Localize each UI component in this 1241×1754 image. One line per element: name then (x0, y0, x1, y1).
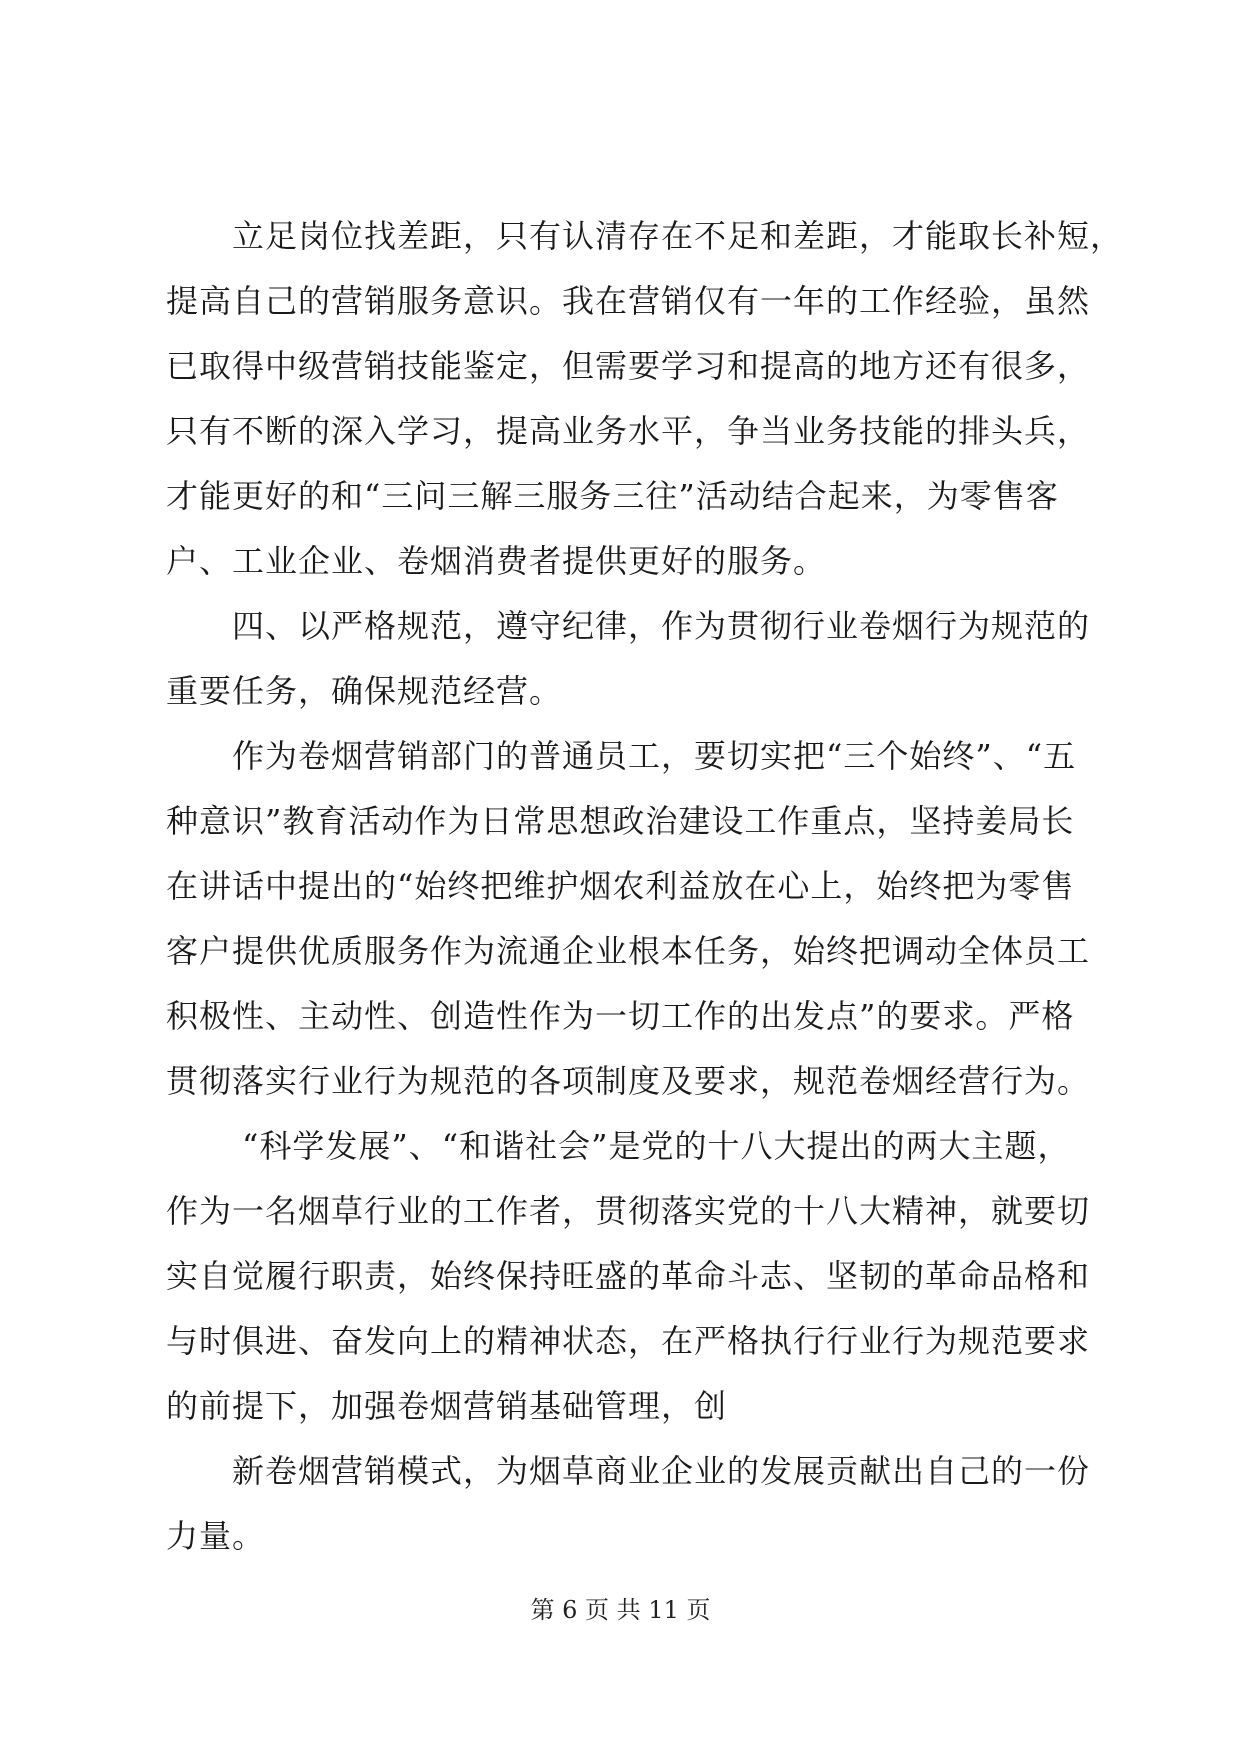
body-line-3: 已取得中级营销技能鉴定，但需要学习和提高的地方还有很多， (166, 347, 1091, 385)
body-line-10: 种意识”教育活动作为日常思想政治建设工作重点，坚持姜局长 (166, 802, 1075, 840)
body-line-16: 作为一名烟草行业的工作者，贯彻落实党的十八大精神，就要切 (166, 1192, 1091, 1230)
body-line-13: 积极性、主动性、创造性作为一切工作的出发点”的要求。严格 (166, 997, 1075, 1035)
body-line-6: 户、工业企业、卷烟消费者提供更好的服务。 (166, 542, 827, 580)
body-line-8: 重要任务，确保规范经营。 (166, 672, 563, 710)
body-line-19: 的前提下，加强卷烟营销基础管理，创 (166, 1387, 728, 1425)
body-line-2: 提高自己的营销服务意识。我在营销仅有一年的工作经验，虽然 (166, 282, 1091, 320)
body-line-1: 立足岗位找差距，只有认清存在不足和差距，才能取长补短， (232, 217, 1124, 255)
body-line-9: 作为卷烟营销部门的普通员工，要切实把“三个始终”、“五 (232, 737, 1077, 775)
page-number-footer: 第 6 页 共 11 页 (530, 1596, 711, 1624)
body-line-5: 才能更好的和“三问三解三服务三往”活动结合起来，为零售客 (166, 477, 1059, 515)
body-line-12: 客户提供优质服务作为流通企业根本任务，始终把调动全体员工 (166, 932, 1091, 970)
body-line-4: 只有不断的深入学习，提高业务水平，争当业务技能的排头兵， (166, 412, 1091, 450)
body-line-7: 四、以严格规范，遵守纪律，作为贯彻行业卷烟行为规范的 (232, 607, 1091, 645)
body-line-17: 实自觉履行职责，始终保持旺盛的革命斗志、坚韧的革命品格和 (166, 1257, 1091, 1295)
body-line-14: 贯彻落实行业行为规范的各项制度及要求，规范卷烟经营行为。 (166, 1062, 1091, 1100)
body-line-18: 与时俱进、奋发向上的精神状态，在严格执行行业行为规范要求 (166, 1322, 1091, 1360)
body-line-20: 新卷烟营销模式，为烟草商业企业的发展贡献出自己的一份 (232, 1452, 1091, 1490)
body-line-15: “科学发展”、“和谐社会”是党的十八大提出的两大主题， (242, 1127, 1071, 1165)
body-line-21: 力量。 (166, 1517, 266, 1555)
body-line-11: 在讲话中提出的“始终把维护烟农利益放在心上，始终把为零售 (166, 867, 1075, 905)
